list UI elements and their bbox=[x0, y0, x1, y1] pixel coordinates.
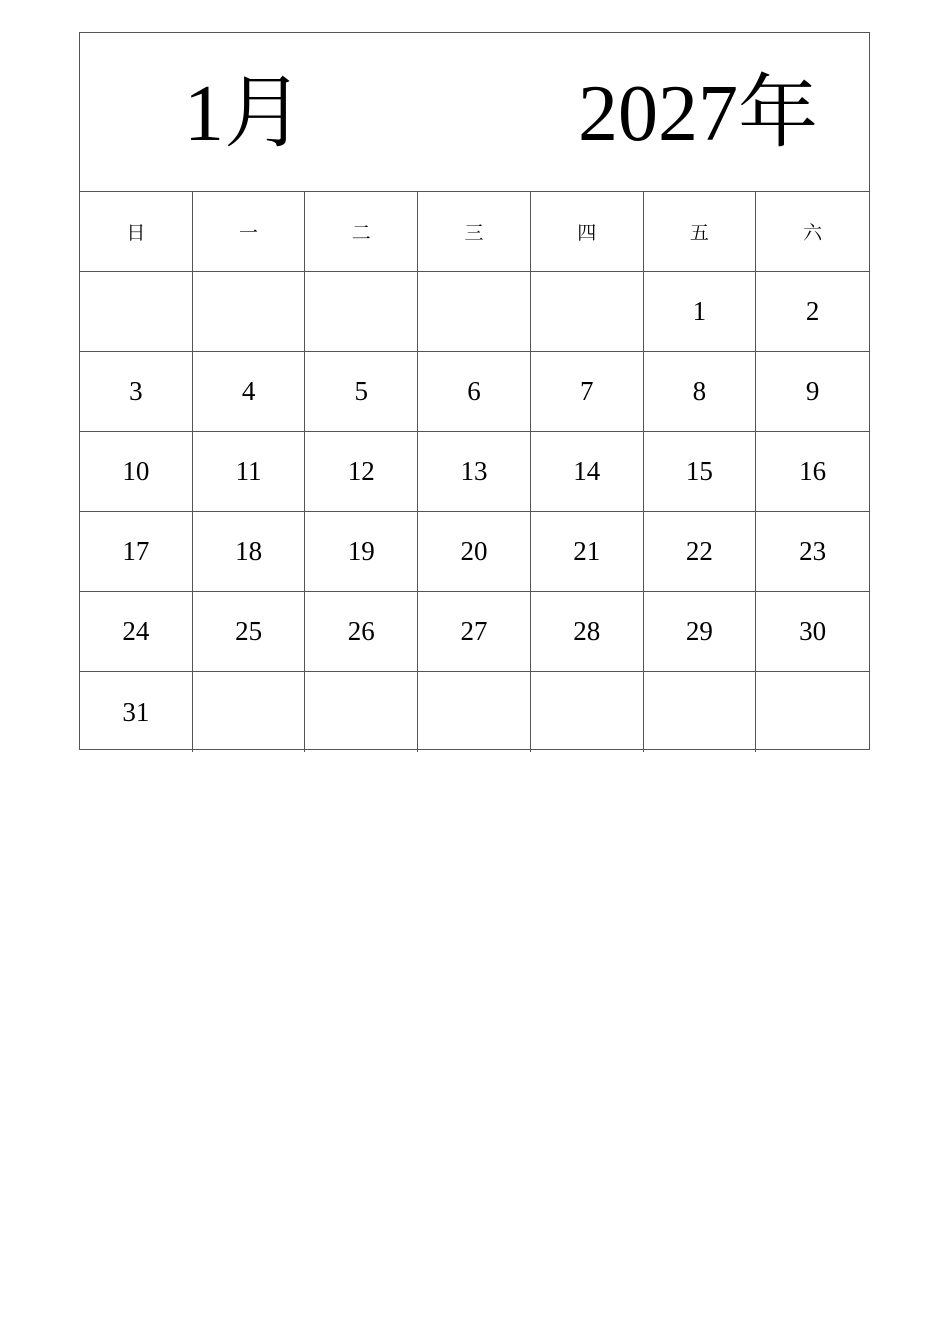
weekday-header: 一 bbox=[193, 192, 306, 272]
empty-day-cell bbox=[305, 672, 418, 752]
empty-day-cell bbox=[531, 672, 644, 752]
weekday-header: 四 bbox=[531, 192, 644, 272]
day-cell: 4 bbox=[193, 352, 306, 432]
day-cell: 23 bbox=[756, 512, 869, 592]
day-cell: 21 bbox=[531, 512, 644, 592]
day-cell: 11 bbox=[193, 432, 306, 512]
day-cell: 5 bbox=[305, 352, 418, 432]
day-cell: 20 bbox=[418, 512, 531, 592]
calendar-grid bbox=[80, 192, 869, 752]
calendar bbox=[79, 32, 870, 750]
day-cell: 18 bbox=[193, 512, 306, 592]
empty-day-cell bbox=[756, 672, 869, 752]
day-cell: 28 bbox=[531, 592, 644, 672]
empty-day-cell bbox=[193, 272, 306, 352]
weekday-header: 日 bbox=[80, 192, 193, 272]
empty-day-cell bbox=[644, 672, 757, 752]
month-label: 1月 bbox=[184, 70, 304, 158]
empty-day-cell bbox=[418, 272, 531, 352]
day-cell: 25 bbox=[193, 592, 306, 672]
day-cell: 26 bbox=[305, 592, 418, 672]
day-cell: 16 bbox=[756, 432, 869, 512]
empty-day-cell bbox=[531, 272, 644, 352]
day-cell: 14 bbox=[531, 432, 644, 512]
day-cell: 7 bbox=[531, 352, 644, 432]
empty-day-cell bbox=[305, 272, 418, 352]
day-cell: 27 bbox=[418, 592, 531, 672]
weekday-header: 五 bbox=[644, 192, 757, 272]
day-cell: 15 bbox=[644, 432, 757, 512]
empty-day-cell bbox=[80, 272, 193, 352]
day-cell: 13 bbox=[418, 432, 531, 512]
empty-day-cell bbox=[418, 672, 531, 752]
weekday-header: 二 bbox=[305, 192, 418, 272]
day-cell: 8 bbox=[644, 352, 757, 432]
calendar-header bbox=[80, 33, 869, 192]
year-label: 2027年 bbox=[578, 70, 818, 158]
day-cell: 6 bbox=[418, 352, 531, 432]
day-cell: 9 bbox=[756, 352, 869, 432]
day-cell: 30 bbox=[756, 592, 869, 672]
weekday-header: 三 bbox=[418, 192, 531, 272]
day-cell: 3 bbox=[80, 352, 193, 432]
day-cell: 24 bbox=[80, 592, 193, 672]
day-cell: 29 bbox=[644, 592, 757, 672]
day-cell: 31 bbox=[80, 672, 193, 752]
weekday-header: 六 bbox=[756, 192, 869, 272]
day-cell: 19 bbox=[305, 512, 418, 592]
day-cell: 1 bbox=[644, 272, 757, 352]
day-cell: 10 bbox=[80, 432, 193, 512]
day-cell: 17 bbox=[80, 512, 193, 592]
day-cell: 22 bbox=[644, 512, 757, 592]
empty-day-cell bbox=[193, 672, 306, 752]
day-cell: 2 bbox=[756, 272, 869, 352]
day-cell: 12 bbox=[305, 432, 418, 512]
